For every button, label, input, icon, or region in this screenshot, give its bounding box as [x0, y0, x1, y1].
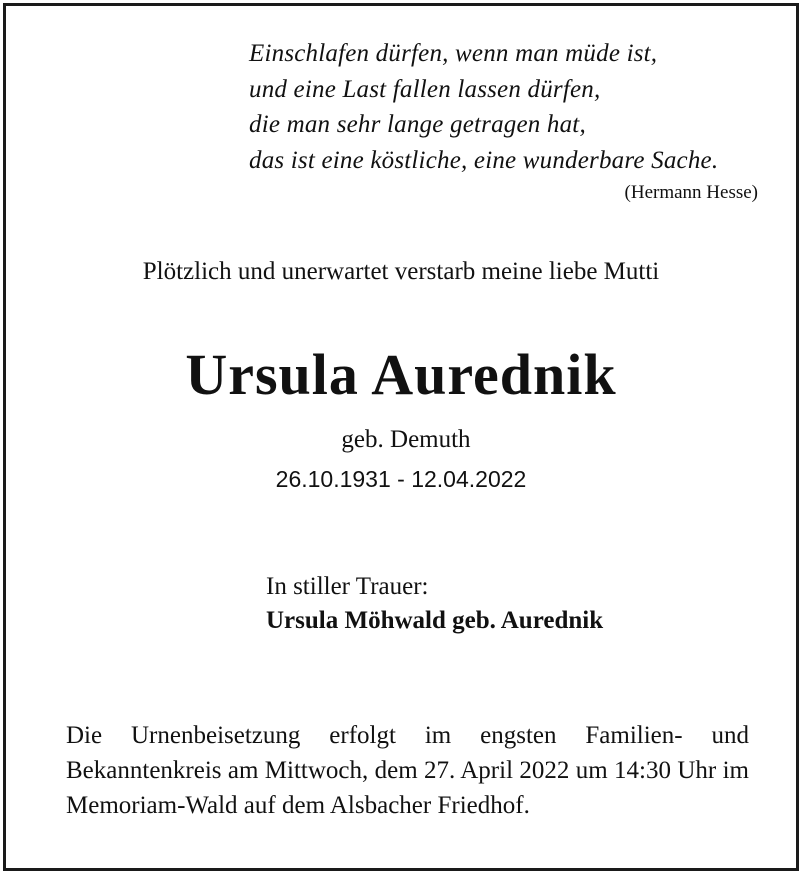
mourner-name: Ursula Möhwald geb. Aurednik: [266, 607, 604, 634]
mourning-label: In stiller Trauer:: [266, 573, 429, 600]
life-dates: 26.10.1931 - 12.04.2022: [275, 466, 527, 492]
poem-attribution: (Hermann Hesse): [624, 182, 758, 203]
poem-line: und eine Last fallen lassen dürfen,: [249, 75, 601, 103]
poem-line: Einschlafen dürfen, wenn man müde ist,: [249, 40, 658, 67]
poem-quote: [249, 36, 769, 178]
intro-text: Plötzlich und unerwartet verstarb meine liebe Mutti: [142, 258, 660, 285]
poem-line: das ist eine köstliche, eine wunderbare Sache.: [249, 146, 719, 174]
poem-line: die man sehr lange getragen hat,: [249, 111, 586, 138]
burial-notice: Die Urnenbeisetzung erfolgt im engsten Familien- und Bekanntenkreis am Mittwoch, dem 27. April 2022 um 14:30 Uhr im Memoriam-Wald auf dem Alsbacher Friedhof.: [66, 722, 749, 819]
maiden-name: geb. Demuth: [341, 426, 471, 453]
mourning-block: [266, 570, 603, 638]
obituary-frame: [3, 3, 799, 871]
deceased-name: Ursula Aurednik: [185, 342, 617, 407]
